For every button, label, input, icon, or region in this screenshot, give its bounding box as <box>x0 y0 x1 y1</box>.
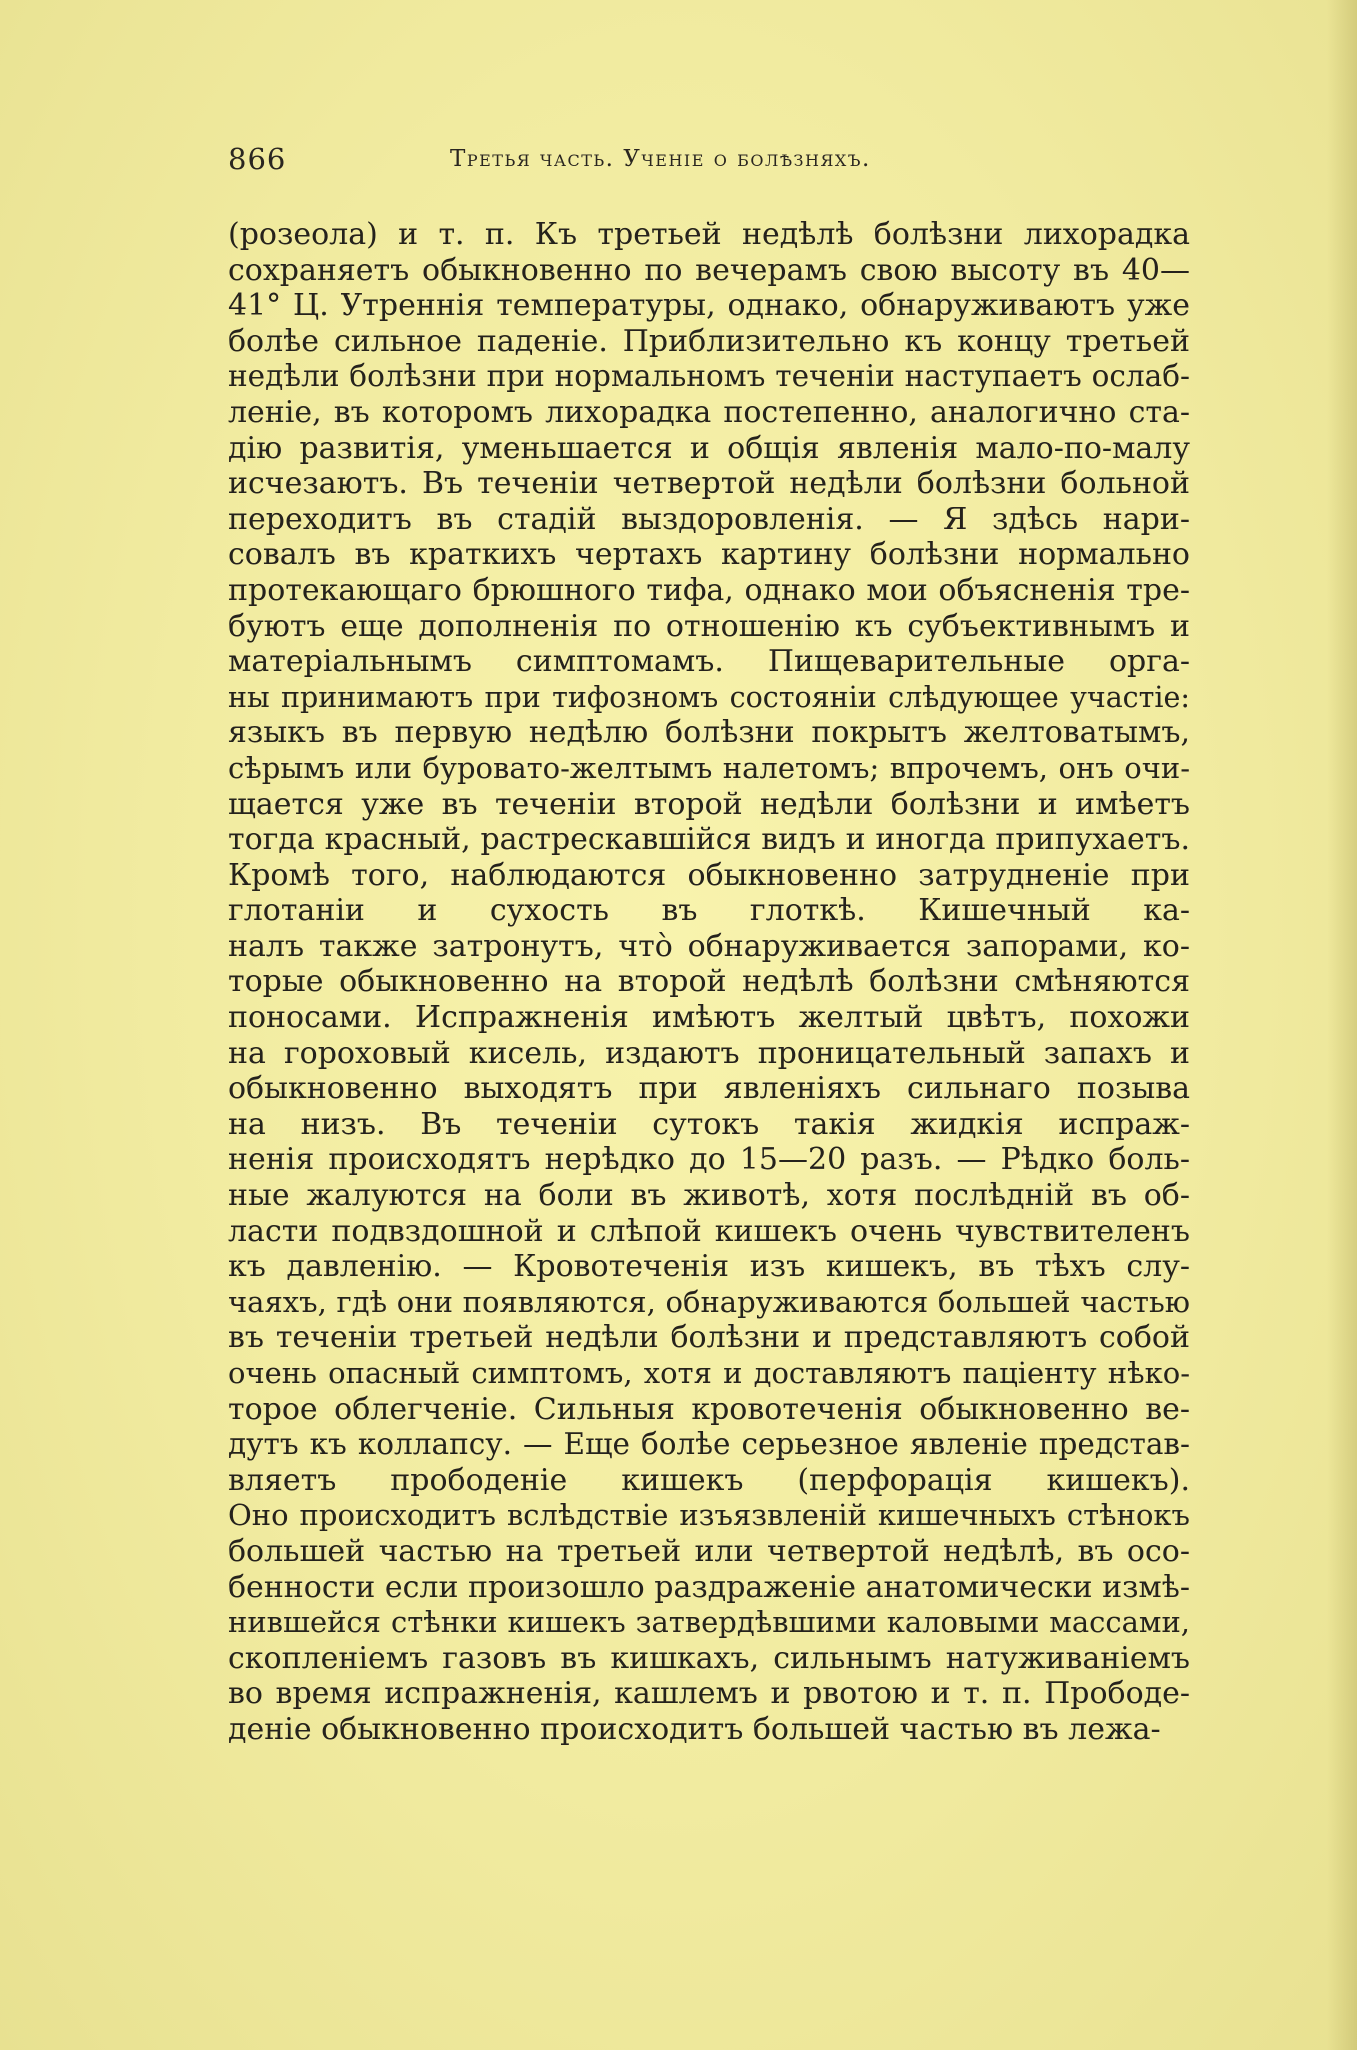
text-line: торые обыкновенно на второй недѣлѣ болѣзни смѣняются <box>228 964 1190 1000</box>
page-number: 866 <box>228 142 287 176</box>
page-edge-shadow <box>1327 0 1357 2050</box>
text-line: налъ также затронутъ, что̀ обнаруживается запорами, ко- <box>228 928 1190 964</box>
text-line: глотаніи и сухость въ глоткѣ. Кишечный ка- <box>228 893 1190 929</box>
text-line: сѣрымъ или буровато-желтымъ налетомъ; впрочемъ, онъ очи- <box>228 750 1190 785</box>
text-line: во время испражненія, кашлемъ и рвотою и т. п. Прободе- <box>228 1676 1190 1712</box>
text-line: дію развитія, уменьшается и общія явленія мало-по-малу <box>228 430 1190 466</box>
text-line: нившейся стѣнки кишекъ затвердѣвшими каловыми массами, <box>228 1605 1190 1640</box>
text-line: переходитъ въ стадій выздоровленія. — Я здѣсь нари- <box>228 501 1190 537</box>
text-line: ные жалуются на боли въ животѣ, хотя послѣдній въ об- <box>228 1178 1190 1214</box>
text-line: очень опасный симптомъ, хотя и доставляютъ паціенту нѣко- <box>228 1356 1190 1390</box>
text-line: дутъ къ коллапсу. — Еще болѣе серьезное явленіе представ- <box>228 1427 1190 1462</box>
text-line: ны принимаютъ при тифозномъ состояніи слѣдующее участіе: <box>228 680 1190 714</box>
text-line: чаяхъ, гдѣ они появляются, обнаруживаются большей частью <box>228 1284 1190 1319</box>
text-line: вляетъ прободеніе кишекъ (перфорація кишекъ). <box>228 1462 1190 1498</box>
text-line: бенности если произошло раздраженіе анатомически измѣ- <box>228 1569 1190 1605</box>
text-line: языкъ въ первую недѣлю болѣзни покрытъ желтоватымъ, <box>228 715 1190 751</box>
text-line: къ давленію. — Кровотеченія изъ кишекъ, въ тѣхъ слу- <box>228 1249 1190 1285</box>
text-line: торое облегченіе. Сильныя кровотеченія обыкновенно ве- <box>228 1391 1190 1427</box>
body-text <box>228 217 1190 1748</box>
text-line: матеріальнымъ симптомамъ. Пищеварительные орга- <box>228 644 1190 680</box>
text-line: Оно происходитъ вслѣдствіе изъязвленій кишечныхъ стѣнокъ <box>228 1498 1190 1533</box>
text-line: скопленіемъ газовъ въ кишкахъ, сильнымъ натуживаніемъ <box>228 1640 1190 1676</box>
text-line: большей частью на третьей или четвертой недѣлѣ, въ осо- <box>228 1533 1190 1569</box>
text-line: на низъ. Въ теченіи сутокъ такія жидкія испраж- <box>228 1106 1190 1142</box>
text-line: ненія происходятъ нерѣдко до 15—20 разъ. — Рѣдко боль- <box>228 1142 1190 1178</box>
text-line: буютъ еще дополненія по отношенію къ субъективнымъ и <box>228 608 1190 644</box>
text-line: 41° Ц. Утреннія температуры, однако, обнаруживаютъ уже <box>228 288 1190 324</box>
text-line: (розеола) и т. п. Къ третьей недѣлѣ болѣзни лихорадка <box>228 217 1190 252</box>
running-title: Третья часть. Ученіе о болѣзняхъ. <box>450 146 871 172</box>
text-line: болѣе сильное паденіе. Приблизительно къ концу третьей <box>228 323 1190 359</box>
text-line: протекающаго брюшного тифа, однако мои объясненія тре- <box>228 572 1190 608</box>
text-line: тогда красный, растрескавшійся видъ и иногда припухаетъ. <box>228 822 1190 858</box>
text-line: щается уже въ теченіи второй недѣли болѣзни и имѣетъ <box>228 786 1190 822</box>
text-line: деніе обыкновенно происходитъ большей частью въ лежа- <box>228 1711 1161 1747</box>
text-line: сохраняетъ обыкновенно по вечерамъ свою высоту въ 40— <box>228 252 1190 288</box>
text-line: недѣли болѣзни при нормальномъ теченіи наступаетъ ослаб- <box>228 359 1190 394</box>
text-line: Кромѣ того, наблюдаются обыкновенно затрудненіе при <box>228 857 1190 893</box>
text-line: обыкновенно выходятъ при явленіяхъ сильнаго позыва <box>228 1071 1190 1107</box>
text-line: ласти подвздошной и слѣпой кишекъ очень чувствителенъ <box>228 1213 1190 1249</box>
text-line: леніе, въ которомъ лихорадка постепенно, аналогично ста- <box>228 394 1190 430</box>
text-line: въ теченіи третьей недѣли болѣзни и представляютъ собой <box>228 1320 1190 1356</box>
text-line: совалъ въ краткихъ чертахъ картину болѣзни нормально <box>228 537 1190 573</box>
page-header <box>228 142 1188 182</box>
text-line: исчезаютъ. Въ теченіи четвертой недѣли болѣзни больной <box>228 466 1190 502</box>
text-line: на гороховый кисель, издаютъ проницательный запахъ и <box>228 1035 1190 1071</box>
text-line: поносами. Испражненія имѣютъ желтый цвѣтъ, похожи <box>228 1000 1190 1036</box>
